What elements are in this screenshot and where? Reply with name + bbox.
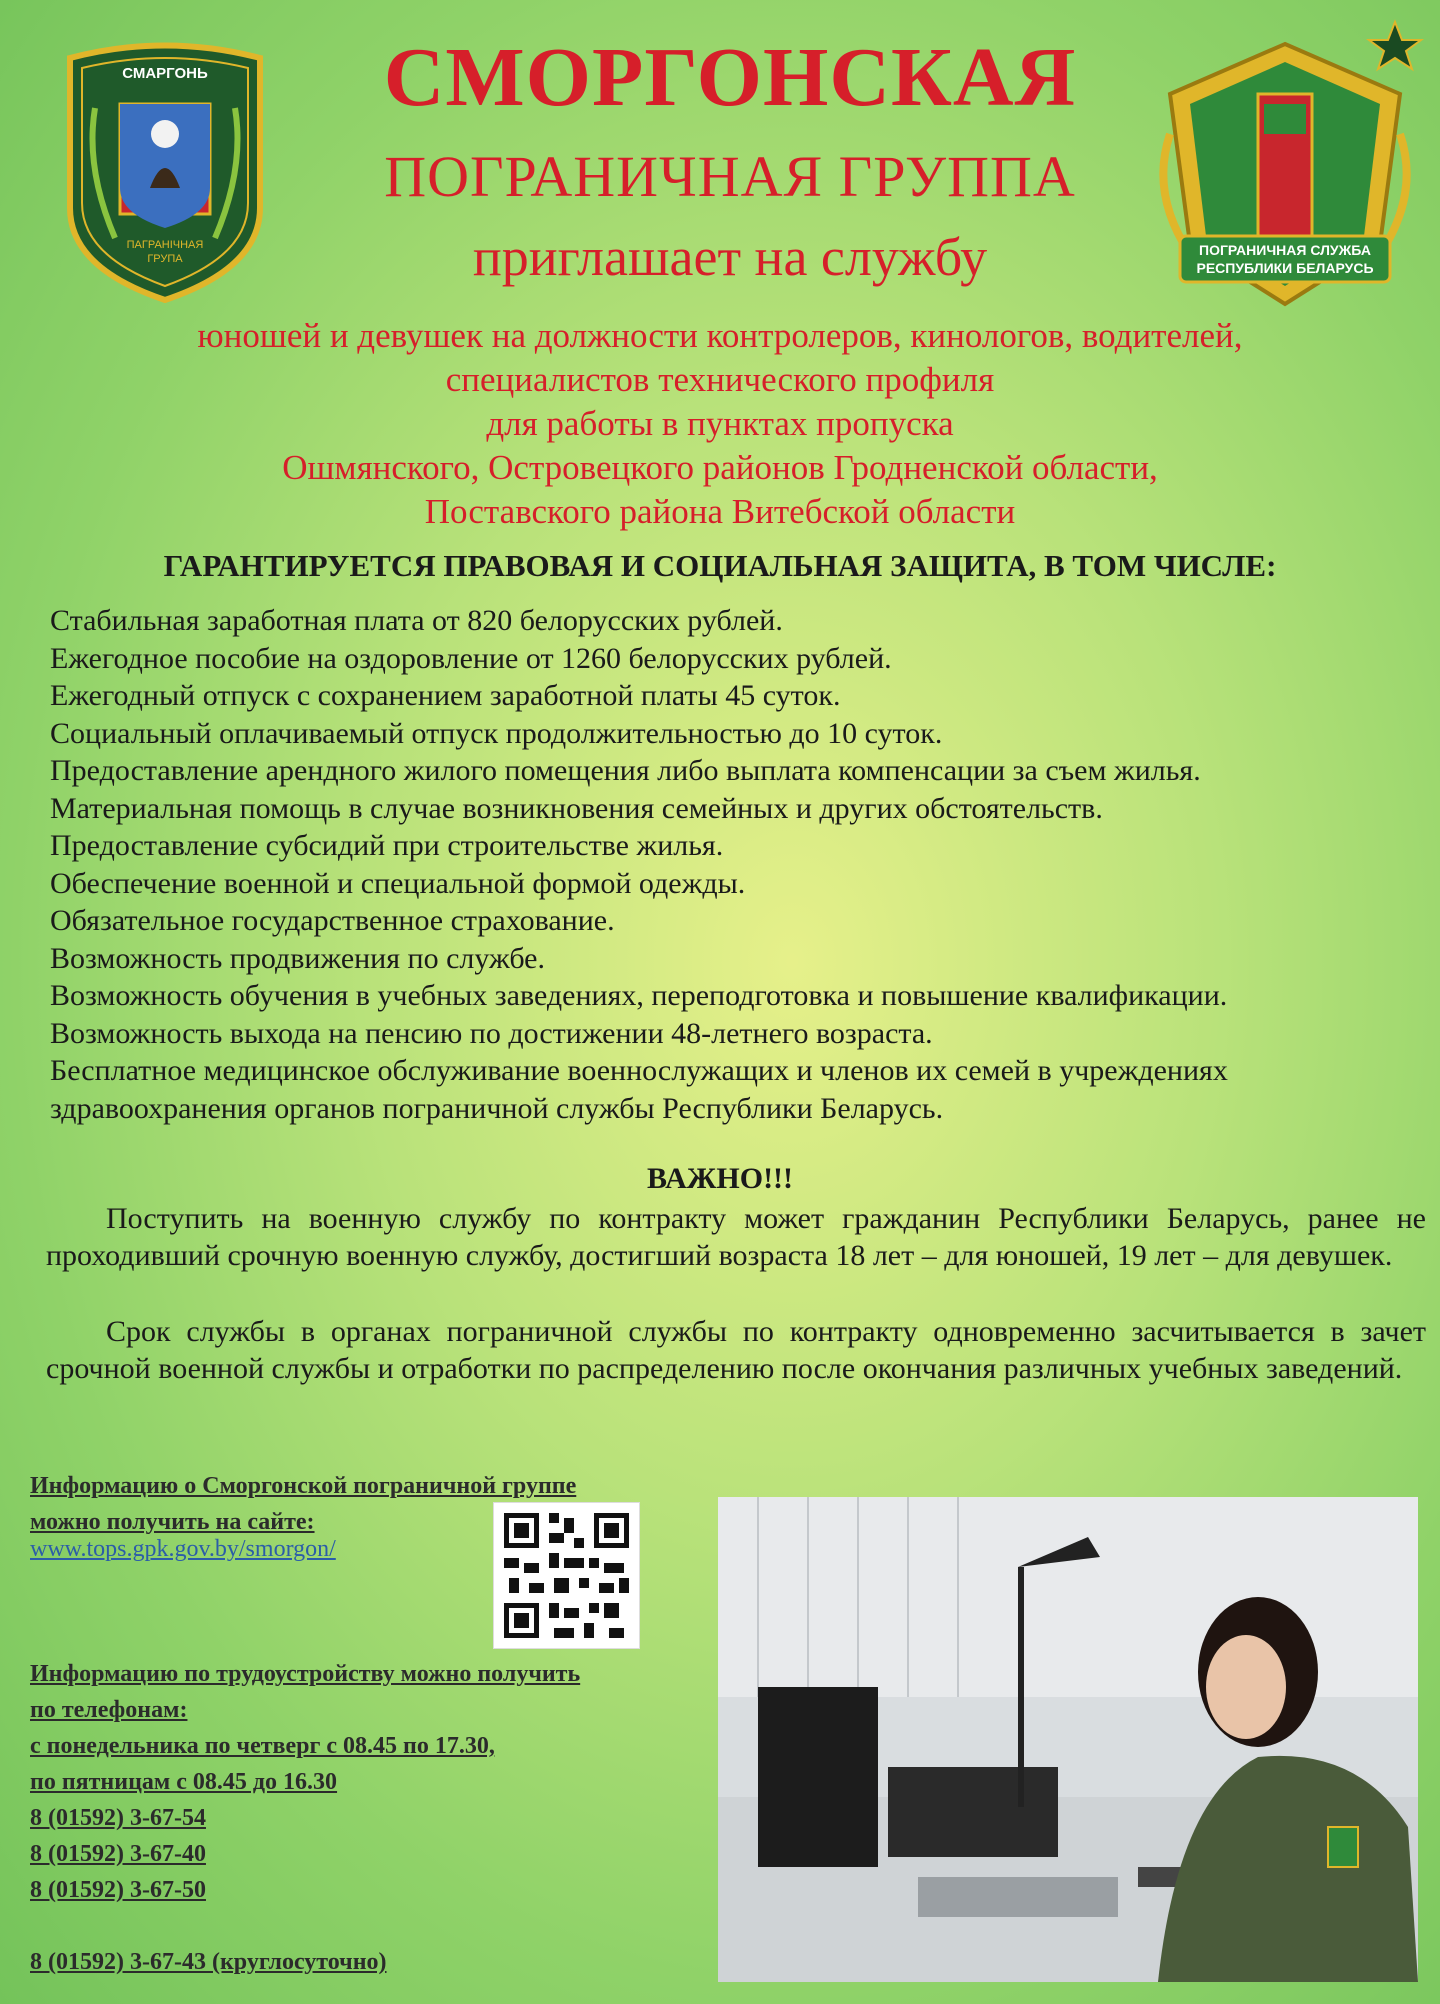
positions-line: для работы в пунктах пропуска	[486, 404, 954, 443]
svg-text:РЕСПУБЛИКИ БЕЛАРУСЬ: РЕСПУБЛИКИ БЕЛАРУСЬ	[1196, 260, 1374, 276]
border-guard-photo	[718, 1497, 1418, 1982]
important-heading: ВАЖНО!!!	[646, 1162, 794, 1195]
benefit-item: Предоставление арендного жилого помещения либо выплата компенсации за съем жилья.	[50, 754, 1201, 787]
svg-text:СМАРГОНЬ: СМАРГОНЬ	[122, 65, 208, 82]
page-subtitle: ПОГРАНИЧНАЯ ГРУППА	[384, 144, 1076, 209]
benefit-item: Материальная помощь в случае возникновения семейных и других обстоятельств.	[50, 791, 1103, 825]
website-link[interactable]: www.tops.gpk.gov.by/smorgon/	[30, 1536, 336, 1562]
employment-info	[30, 1656, 710, 1980]
border-service-emblem	[1140, 14, 1430, 314]
benefit-item: Ежегодное пособие на оздоровление от 1260 белорусских рублей.	[50, 641, 892, 675]
benefit-item: Предоставление субсидий при строительстве жилья.	[50, 829, 724, 862]
positions-description	[30, 314, 1410, 534]
benefit-item: Возможность обучения в учебных заведениях, переподготовка и повышение квалификации.	[50, 979, 1228, 1012]
important-paragraph: Срок службы в органах пограничной службы по контракту одновременно засчитывается в зачет срочной военной службы и отработки по распределению после окончания различных учебных заведений.	[46, 1315, 1426, 1385]
svg-text:ПОГРАНИЧНАЯ СЛУЖБА: ПОГРАНИЧНАЯ СЛУЖБА	[1199, 242, 1371, 258]
guarantees-heading: ГАРАНТИРУЕТСЯ ПРАВОВАЯ И СОЦИАЛЬНАЯ ЗАЩИТА, В ТОМ ЧИСЛЕ:	[163, 548, 1277, 583]
invitation-text: приглашает на службу	[472, 227, 988, 287]
employment-info-line: по телефонам:	[30, 1697, 188, 1723]
benefit-item: Возможность выхода на пенсию по достижении 48-летнего возраста.	[50, 1016, 933, 1050]
employment-hours: по пятницам с 08.45 до 16.30	[30, 1769, 338, 1795]
important-paragraph: Поступить на военную службу по контракту может гражданин Республики Беларусь, ранее не проходивший срочную военную службу, достигший возраста 18 лет – для юношей, 19 лет – для девушек.	[46, 1202, 1426, 1272]
benefit-item: Бесплатное медицинское обслуживание военнослужащих и членов их семей в учреждениях здравоохранения органов пограничной службы Республики Беларусь.	[50, 1054, 1228, 1125]
site-info-line: можно получить на сайте:	[30, 1509, 315, 1535]
employment-info-line: Информацию по трудоустройству можно получить	[30, 1661, 581, 1687]
employment-hours: с понедельника по четверг с 08.45 по 17.30,	[30, 1733, 495, 1759]
benefit-item: Социальный оплачиваемый отпуск продолжительностью до 10 суток.	[50, 716, 943, 750]
benefit-list	[50, 602, 1430, 1127]
phone-number: 8 (01592) 3-67-40	[30, 1841, 206, 1867]
svg-text:ГРУПА: ГРУПА	[147, 253, 183, 265]
positions-line: юношей и девушек на должности контролеров, кинологов, водителей,	[197, 316, 1243, 355]
benefit-item: Возможность продвижения по службе.	[50, 941, 545, 975]
positions-line: Ошмянского, Островецкого районов Гродненской области,	[282, 448, 1158, 487]
smorgon-shield-emblem	[60, 38, 270, 303]
benefit-item: Ежегодный отпуск с сохранением заработной платы 45 суток.	[50, 679, 841, 712]
positions-line: Поставского района Витебской области	[424, 492, 1016, 531]
phone-number: 8 (01592) 3-67-50	[30, 1877, 206, 1903]
phone-number-24h: 8 (01592) 3-67-43 (круглосуточно)	[30, 1949, 387, 1975]
site-info-line: Информацию о Сморгонской пограничной группе	[30, 1473, 577, 1499]
benefit-item: Обязательное государственное страхование.	[50, 904, 615, 937]
svg-text:ПАГРАНІЧНАЯ: ПАГРАНІЧНАЯ	[126, 239, 204, 251]
page-title: СМОРГОНСКАЯ	[383, 31, 1077, 124]
qr-code-icon	[493, 1502, 640, 1649]
phone-number: 8 (01592) 3-67-54	[30, 1805, 206, 1831]
benefit-item: Обеспечение военной и специальной формой одежды.	[50, 866, 746, 900]
benefit-item: Стабильная заработная плата от 820 белорусских рублей.	[50, 604, 783, 637]
positions-line: специалистов технического профиля	[445, 360, 995, 399]
